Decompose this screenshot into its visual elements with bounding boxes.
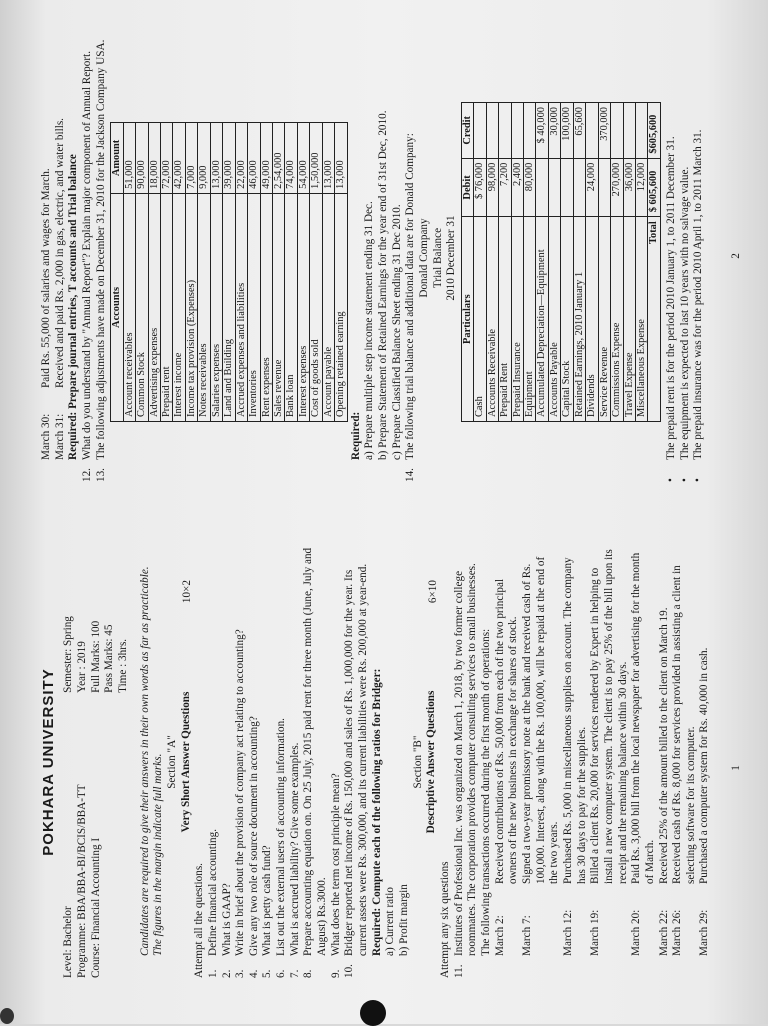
question-4: 4. Give any two role of source document in accounting?: [247, 716, 260, 978]
particular: Travel Expense: [623, 217, 635, 422]
debit-amount: 7,200: [499, 158, 511, 217]
debit-amount: [573, 158, 585, 217]
q10-required: Required: Compute each of the following ratios for Bridger:: [370, 668, 383, 956]
trial-balance-row: [635, 103, 647, 422]
debit-header: Debit: [461, 158, 473, 217]
account-name: Prepaid rent: [161, 193, 173, 421]
trial-balance-row: [561, 103, 573, 422]
question-12: 12. What do you understand by "Annual Report"? Explain major component of Annual Report.: [80, 51, 93, 482]
account-row: [198, 123, 210, 422]
account-amount: 72,000: [161, 123, 173, 194]
account-amount: 9,000: [198, 123, 210, 194]
question-13: 13. The following adjustments have made on December 31, 2010 for the Jackson Company USA.: [94, 39, 107, 482]
transaction-2: March 7: Signed a two-year promissory note at the bank and received cash of Rs. 100,000. Interest, along with the Rs. 100,000, will be repaid at the end of the two years.: [520, 556, 561, 956]
credit-amount: [486, 103, 498, 159]
trial-balance-row: [598, 103, 610, 422]
question-2: 2. What is GAAP?: [220, 883, 233, 978]
particulars-header: Particulars: [461, 217, 473, 422]
section-b-attempt: Attempt any six questions: [439, 861, 452, 978]
account-amount: 39,000: [223, 123, 235, 194]
transaction-1: March 2: Received contributions of Rs. 50,000 from each of the two principal owners of the new business in exchange for shares of stock.: [493, 578, 520, 956]
debit-amount: 2,400: [511, 158, 523, 217]
debit-amount: 98,000: [486, 158, 498, 217]
account-row: [285, 123, 297, 422]
tb-company: Donald Company: [417, 218, 430, 298]
note-2: • The equipment is expected to last 10 years with no salvage value.: [678, 166, 691, 482]
account-row: [310, 123, 322, 422]
credit-amount: [635, 103, 647, 159]
binder-hole-smudge: [360, 1000, 386, 1026]
transactions-list: [494, 546, 713, 978]
section-b-title: Section "B": [411, 735, 424, 789]
credit-amount: [623, 103, 635, 159]
account-amount: 2,54,000: [272, 123, 284, 194]
exam-page-2: [0, 0, 768, 512]
particular: Prepaid Insurance: [511, 217, 523, 422]
university-title: POKHARA UNIVERSITY: [40, 668, 57, 856]
transaction-8: March 29: Purchased a computer system for Rs. 40,000 in cash.: [698, 647, 711, 956]
debit-amount: [548, 158, 560, 217]
account-row: [223, 123, 235, 422]
total-debit: $ 605,600: [648, 158, 660, 217]
pass-marks: Pass Marks: 45: [103, 624, 116, 693]
account-amount: 51,000: [123, 123, 135, 194]
section-a-marks: 10×2: [181, 580, 194, 604]
account-amount: 54,000: [297, 123, 309, 194]
q10-part-b: b) Profit margin: [398, 884, 411, 956]
page-number-2: 2: [730, 253, 743, 259]
question-10: 10. Bridger reported net income of Rs. 150,000 and sales of Rs. 1,000,000 for the year. Its current assets were Rs. 300,000, and its current liabilities were Rs. 200,000 at year-end.: [343, 563, 370, 978]
account-row: [322, 123, 334, 422]
account-row: [161, 123, 173, 422]
particular: Accumulated Depreciation—Equipment: [536, 217, 548, 422]
transaction-4: March 19: Billed a client Rs. 20,000 for services rendered by Expert in helping to install a new computer system. The client is to pay 25% of the bill upon its receipt and the remaining balance within 30 days.: [589, 549, 629, 956]
account-row: [185, 123, 197, 422]
account-amount: 42,000: [173, 123, 185, 194]
account-amount: 13,000: [335, 123, 347, 194]
question-9: 9. What does the term cost principle mean?: [329, 773, 342, 978]
particular: Accounts Receivable: [486, 217, 498, 422]
page-number-1: 1: [730, 765, 743, 771]
particular: Service Revenue: [598, 217, 610, 422]
credit-amount: 65,600: [573, 103, 585, 159]
accounts-header: Accounts: [111, 193, 123, 421]
account-name: Interest expenses: [297, 193, 309, 421]
particular: Cash: [474, 217, 486, 422]
q13-required-a: a) Prepare multiple step income statement ending 31 Dec.: [363, 201, 376, 460]
particular: Dividends: [586, 217, 598, 422]
credit-amount: 100,000: [561, 103, 573, 159]
trial-balance-row: [474, 103, 486, 422]
credit-amount: [474, 103, 486, 159]
account-amount: 49,000: [260, 123, 272, 194]
transaction-3: March 12: Purchased Rs. 5,000 in miscellaneous supplies on account. The company has 30 days to pay for the supplies.: [561, 557, 588, 956]
trial-balance-row: [524, 103, 536, 422]
account-row: [248, 123, 260, 422]
tb-date: 2010 December 31: [445, 215, 458, 301]
exam-page-1: [0, 512, 768, 1024]
trial-balance-row: [499, 103, 511, 422]
account-name: Bank loan: [285, 193, 297, 421]
account-name: Cost of goods sold: [310, 193, 322, 421]
question-7: 7. What is accrued liability? Give some examples.: [288, 742, 301, 978]
account-amount: 7,000: [185, 123, 197, 194]
account-name: Account payable: [322, 193, 334, 421]
question-3: 3. Write in brief about the provision of company act relating to accounting?: [234, 629, 247, 978]
particular: Equipment: [524, 217, 536, 422]
trial-balance-row: [548, 103, 560, 422]
account-row: [235, 123, 247, 422]
instruction-1: Candidates are required to give their answers in their own words as far as practicable.: [138, 566, 151, 956]
total-label: Total: [648, 217, 660, 422]
transaction-6: March 22: Received 25% of the amount billed to the client on March 19.: [657, 607, 670, 956]
account-amount: 1,50,000: [310, 123, 322, 194]
account-name: Income tax provision (Expenses): [185, 193, 197, 421]
account-row: [260, 123, 272, 422]
account-amount: 74,000: [285, 123, 297, 194]
trial-balance-row: [536, 103, 548, 422]
tb-title: Trial Balance: [431, 227, 444, 289]
debit-amount: 12,000: [635, 158, 647, 217]
level: Level: Bachelor: [62, 906, 75, 978]
account-name: Sales revenue: [272, 193, 284, 421]
account-name: Rent expenses: [260, 193, 272, 421]
exam-header: [62, 546, 130, 978]
trial-balance-row: [623, 103, 635, 422]
note-1: • The prepaid rent is for the period 2010 January 1, to 2011 December 31.: [664, 136, 677, 482]
particular: Miscellaneous Expense: [635, 217, 647, 422]
credit-amount: 30,000: [548, 103, 560, 159]
debit-amount: $ 76,000: [474, 158, 486, 217]
account-amount: 22,000: [235, 123, 247, 194]
debit-amount: 24,000: [586, 158, 598, 217]
account-name: Interest income: [173, 193, 185, 421]
account-name: Salaries expenses: [210, 193, 222, 421]
credit-amount: [511, 103, 523, 159]
trial-balance-row: [511, 103, 523, 422]
q13-required-c: c) Prepare Classified Balance Sheet ending 31 Dec 2010.: [390, 204, 403, 460]
trial-balance-row: [611, 103, 623, 422]
credit-amount: [524, 103, 536, 159]
question-1: 1. Define financial accounting.: [206, 828, 219, 978]
question-6: 6. List out the external users of accounting information.: [275, 718, 288, 978]
total-credit: $605,600: [648, 103, 660, 159]
account-amount: 13,000: [210, 123, 222, 194]
semester: Semester: Spring: [62, 616, 75, 693]
transaction-7: March 26: Received cash of Rs. 8,000 for services provided in assisting a client in selecting software for its computer.: [671, 565, 697, 956]
account-row: [136, 123, 148, 422]
trial-balance-row: [573, 103, 585, 422]
particular: Retained Earnings, 2010 January 1: [573, 217, 585, 422]
debit-amount: 36,000: [623, 158, 635, 217]
section-a-title: Section "A": [165, 735, 178, 789]
trial-balance-body: [474, 103, 648, 422]
section-a-attempt: Attempt all the questions.: [193, 863, 206, 978]
question-14: 14. The following trial balance and additional data are for Donald Company:: [404, 133, 417, 482]
trial-balance-row: [486, 103, 498, 422]
account-row: [335, 123, 347, 422]
section-b-subtitle: Descriptive Answer Questions: [425, 690, 438, 834]
account-amount: 18,000: [148, 123, 160, 194]
account-amount: 13,000: [322, 123, 334, 194]
credit-amount: $ 40,000: [536, 103, 548, 159]
full-marks: Full Marks: 100: [89, 620, 102, 693]
debit-amount: [536, 158, 548, 217]
section-a-subtitle: Very Short Answer Questions: [179, 691, 192, 833]
q13-required-label: Required:: [349, 411, 362, 460]
year: Year : 2019: [75, 641, 88, 693]
note-3: • The prepaid insurance was for the period 2010 April 1, to 2011 March 31.: [692, 129, 705, 482]
account-name: Notes receivables: [198, 193, 210, 421]
account-row: [173, 123, 185, 422]
corner-smudge: [0, 1008, 14, 1024]
account-row: [148, 123, 160, 422]
question-5: 5. What is petty cash fund?: [261, 845, 274, 978]
account-row: [210, 123, 222, 422]
account-name: Inventories: [248, 193, 260, 421]
particular: Capital Stock: [561, 217, 573, 422]
particular: Accounts Payable: [548, 217, 560, 422]
trial-balance-row: [586, 103, 598, 422]
account-name: Land and Building: [223, 193, 235, 421]
course: Course: Financial Accounting I: [89, 837, 102, 978]
debit-amount: [561, 158, 573, 217]
debit-amount: 270,000: [611, 158, 623, 217]
programme: Programme: BBA/BBA-BI/BCIS/BBA-TT: [75, 784, 88, 978]
trial-balance-total-row: [648, 103, 660, 422]
credit-amount: [586, 103, 598, 159]
transaction-9: March 30: Paid Rs. 55,000 of salaries and wages for March.: [40, 168, 52, 460]
q11-required: Required: Prepare journal entries, T accounts and Trial balance: [67, 154, 80, 460]
account-row: [297, 123, 309, 422]
account-name: Opening retained earning: [335, 193, 347, 421]
time: Time : 3hrs.: [116, 638, 129, 693]
account-row: [272, 123, 284, 422]
particular: Commissions Expense: [611, 217, 623, 422]
account-row: [123, 123, 135, 422]
particular: Prepaid Rent: [499, 217, 511, 422]
account-name: Accrued expenses and liabilities: [235, 193, 247, 421]
transaction-10: March 31: Received and paid Rs. 2,000 in gas, electric, and water bills.: [53, 118, 66, 460]
account-name: Account receivables: [123, 193, 135, 421]
question-8: 8. Prepare accounting equation on. On 25 July, 2015 paid rent for three month (June, July and August) Rs.3000.: [302, 547, 329, 978]
account-amount: 90,000: [136, 123, 148, 194]
jackson-accounts-table: [110, 122, 347, 422]
debit-amount: 80,000: [524, 158, 536, 217]
question-11: 11. Institutes of Professional Inc. was organized on March 1, 2018, by two former college roommates. The corporation provides computer consulting services to small businesses. The following transactions occurred during the first month of operations:: [452, 563, 492, 978]
credit-amount: [611, 103, 623, 159]
debit-amount: [598, 158, 610, 217]
credit-amount: [499, 103, 511, 159]
transactions-continued: [40, 34, 67, 482]
trial-balance-table: [461, 102, 661, 422]
instruction-2: The figures in the margin indicate full marks.: [152, 753, 165, 956]
accounts-table-body: [123, 123, 347, 422]
credit-header: Credit: [461, 103, 473, 159]
account-name: Advertising expenses: [148, 193, 160, 421]
account-amount: 46,000: [248, 123, 260, 194]
amount-header: Amount: [111, 123, 123, 194]
q13-required-b: b) Prepare Statement of Retained Earnings for the year end of 31st Dec, 2010.: [376, 110, 389, 460]
credit-amount: 370,000: [598, 103, 610, 159]
transaction-5: March 20: Paid Rs. 3,000 bill from the local newspaper for advertising for the month of March.: [630, 552, 656, 956]
q10-part-a: a) Current ratio: [384, 887, 397, 956]
section-b-marks: 6×10: [427, 580, 440, 604]
account-name: Common Stock: [136, 193, 148, 421]
